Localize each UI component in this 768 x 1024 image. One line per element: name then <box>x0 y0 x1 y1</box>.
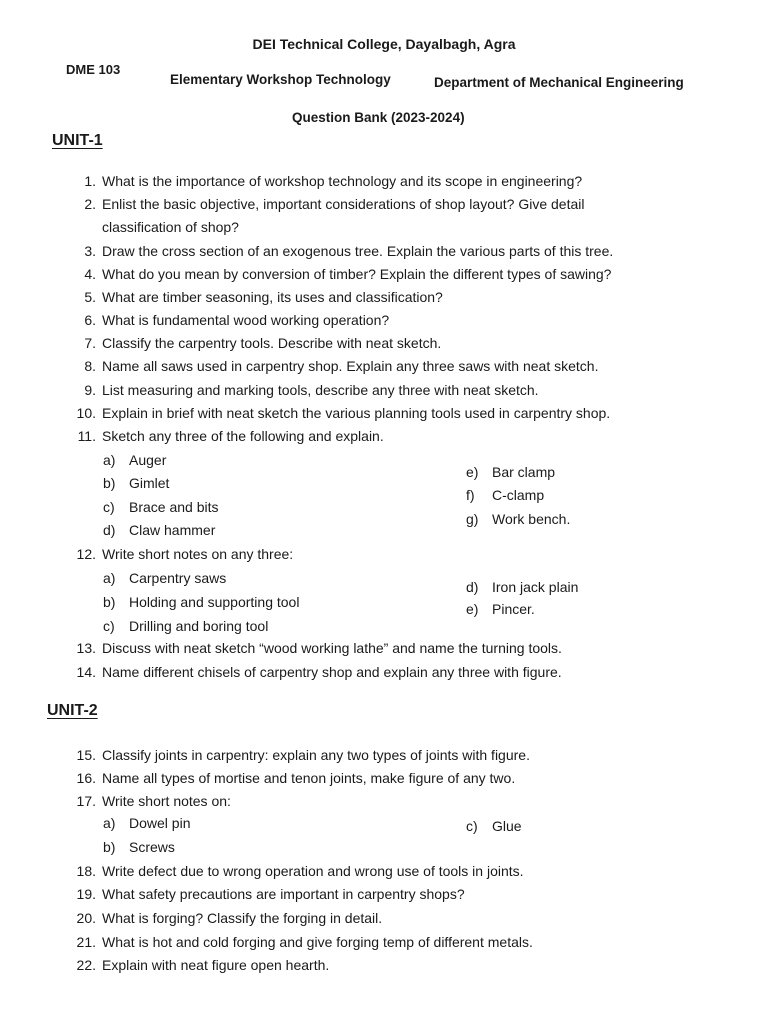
question-item: 12. Write short notes on any three: <box>76 546 294 562</box>
question-item: 5. What are timber seasoning, its uses and classification? <box>84 289 443 305</box>
question-continuation: classification of shop? <box>102 219 239 235</box>
option-item: e) Bar clamp <box>466 464 556 480</box>
question-item: 3. Draw the cross section of an exogenous tree. Explain the various parts of this tree. <box>84 243 614 259</box>
question-item: 2. Enlist the basic objective, important considerations of shop layout? Give detail <box>84 196 585 212</box>
option-item: b) Gimlet <box>103 475 170 491</box>
question-item: 9. List measuring and marking tools, describe any three with neat sketch. <box>84 382 539 398</box>
question-item: 4. What do you mean by conversion of timber? Explain the different types of sawing? <box>84 266 612 282</box>
question-bank-title: Question Bank (2023-2024) <box>292 110 465 125</box>
option-item: a) Auger <box>103 452 167 468</box>
subject-title: Elementary Workshop Technology <box>170 72 391 87</box>
option-item: b) Holding and supporting tool <box>103 594 300 610</box>
question-item: 8. Name all saws used in carpentry shop. Explain any three saws with neat sketch. <box>84 358 599 374</box>
question-item: 6. What is fundamental wood working operation? <box>84 312 390 328</box>
option-item: b) Screws <box>103 839 175 855</box>
option-item: d) Iron jack plain <box>466 579 579 595</box>
question-item: 22. Explain with neat figure open hearth. <box>76 957 330 973</box>
question-item: 1. What is the importance of workshop technology and its scope in engineering? <box>84 173 583 189</box>
option-item: c) Drilling and boring tool <box>103 618 269 634</box>
option-item: a) Dowel pin <box>103 815 191 831</box>
question-item: 14. Name different chisels of carpentry shop and explain any three with figure. <box>76 664 562 680</box>
question-item: 20. What is forging? Classify the forging in detail. <box>76 910 383 926</box>
course-code: DME 103 <box>66 62 121 77</box>
question-item: 17. Write short notes on: <box>76 793 231 809</box>
unit1-heading: UNIT-1 <box>52 132 103 149</box>
question-item: 15. Classify joints in carpentry: explain any two types of joints with figure. <box>76 747 530 763</box>
question-item: 7. Classify the carpentry tools. Describe with neat sketch. <box>84 335 442 351</box>
option-item: f) C-clamp <box>466 487 545 503</box>
question-item: 16. Name all types of mortise and tenon joints, make figure of any two. <box>76 770 516 786</box>
question-item: 13. Discuss with neat sketch “wood working lathe” and name the turning tools. <box>76 640 562 656</box>
question-item: 21. What is hot and cold forging and give forging temp of different metals. <box>76 934 533 950</box>
question-item: 11. Sketch any three of the following and explain. <box>77 428 384 444</box>
option-item: e) Pincer. <box>466 601 535 617</box>
department-name: Department of Mechanical Engineering <box>434 75 684 90</box>
question-item: 10. Explain in brief with neat sketch the various planning tools used in carpentry shop. <box>76 405 611 421</box>
college-name: DEI Technical College, Dayalbagh, Agra <box>252 36 516 52</box>
option-item: g) Work bench. <box>466 511 571 527</box>
option-item: a) Carpentry saws <box>103 570 227 586</box>
question-item: 19. What safety precautions are important in carpentry shops? <box>76 886 465 902</box>
option-item: d) Claw hammer <box>103 522 216 538</box>
question-item: 18. Write defect due to wrong operation and wrong use of tools in joints. <box>76 863 524 879</box>
unit2-heading: UNIT-2 <box>47 702 98 719</box>
option-item: c) Glue <box>466 818 522 834</box>
option-item: c) Brace and bits <box>103 499 219 515</box>
